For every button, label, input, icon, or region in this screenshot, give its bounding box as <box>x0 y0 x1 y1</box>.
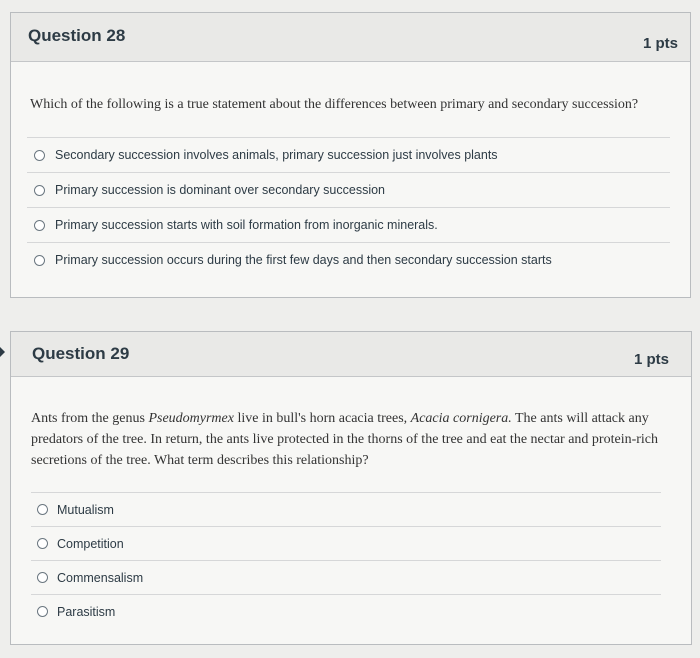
answer-option[interactable] <box>27 137 670 172</box>
radio-button[interactable] <box>34 185 45 196</box>
question-points: 1 pts <box>633 351 669 368</box>
answer-label: Primary succession occurs during the first few days and then secondary succession starts <box>55 253 552 267</box>
answer-label: Parasitism <box>57 604 116 619</box>
answer-label: Commensalism <box>57 570 144 585</box>
question-card-29 <box>10 331 692 645</box>
question-prompt: Which of the following is a true statement about the differences between primary and secondary succession? <box>30 97 639 112</box>
prompt-text: Ants from the genus <box>31 411 149 426</box>
answer-list <box>31 492 661 628</box>
radio-button[interactable] <box>34 150 45 161</box>
answer-option[interactable] <box>27 207 670 242</box>
answer-label: Secondary succession involves animals, primary succession just involves plants <box>55 148 498 162</box>
answer-option[interactable] <box>31 594 661 628</box>
question-points: 1 pts <box>642 35 678 52</box>
answer-option[interactable] <box>31 492 661 526</box>
question-card-28 <box>10 12 691 298</box>
answer-list <box>27 137 670 277</box>
answer-label: Primary succession is dominant over secondary succession <box>55 183 385 197</box>
question-title: Question 28 <box>28 26 126 45</box>
genus-name: Pseudomyrmex <box>148 411 234 426</box>
answer-label: Competition <box>57 536 124 551</box>
radio-button[interactable] <box>37 538 48 549</box>
radio-button[interactable] <box>37 504 48 515</box>
answer-label: Primary succession starts with soil formation from inorganic minerals. <box>55 218 438 232</box>
question-header <box>11 13 690 62</box>
answer-option[interactable] <box>27 172 670 207</box>
radio-button[interactable] <box>34 255 45 266</box>
species-name: Acacia cornigera. <box>410 411 512 426</box>
answer-label: Mutualism <box>57 502 114 517</box>
answer-option[interactable] <box>27 242 670 277</box>
current-question-marker <box>0 347 5 357</box>
question-prompt <box>31 408 661 471</box>
prompt-text: The ants will attack any predators of the tree. In return, the ants live protected in the thorns of the tree and eat the nectar and protein-rich secretions of the tree. What term describes this relationship? <box>31 411 659 468</box>
question-header <box>11 332 691 377</box>
answer-option[interactable] <box>31 526 661 560</box>
radio-button[interactable] <box>34 220 45 231</box>
prompt-text: live in bull's horn acacia trees, <box>233 411 411 426</box>
question-title: Question 29 <box>32 344 130 363</box>
radio-button[interactable] <box>37 606 48 617</box>
answer-option[interactable] <box>31 560 661 594</box>
radio-button[interactable] <box>37 572 48 583</box>
